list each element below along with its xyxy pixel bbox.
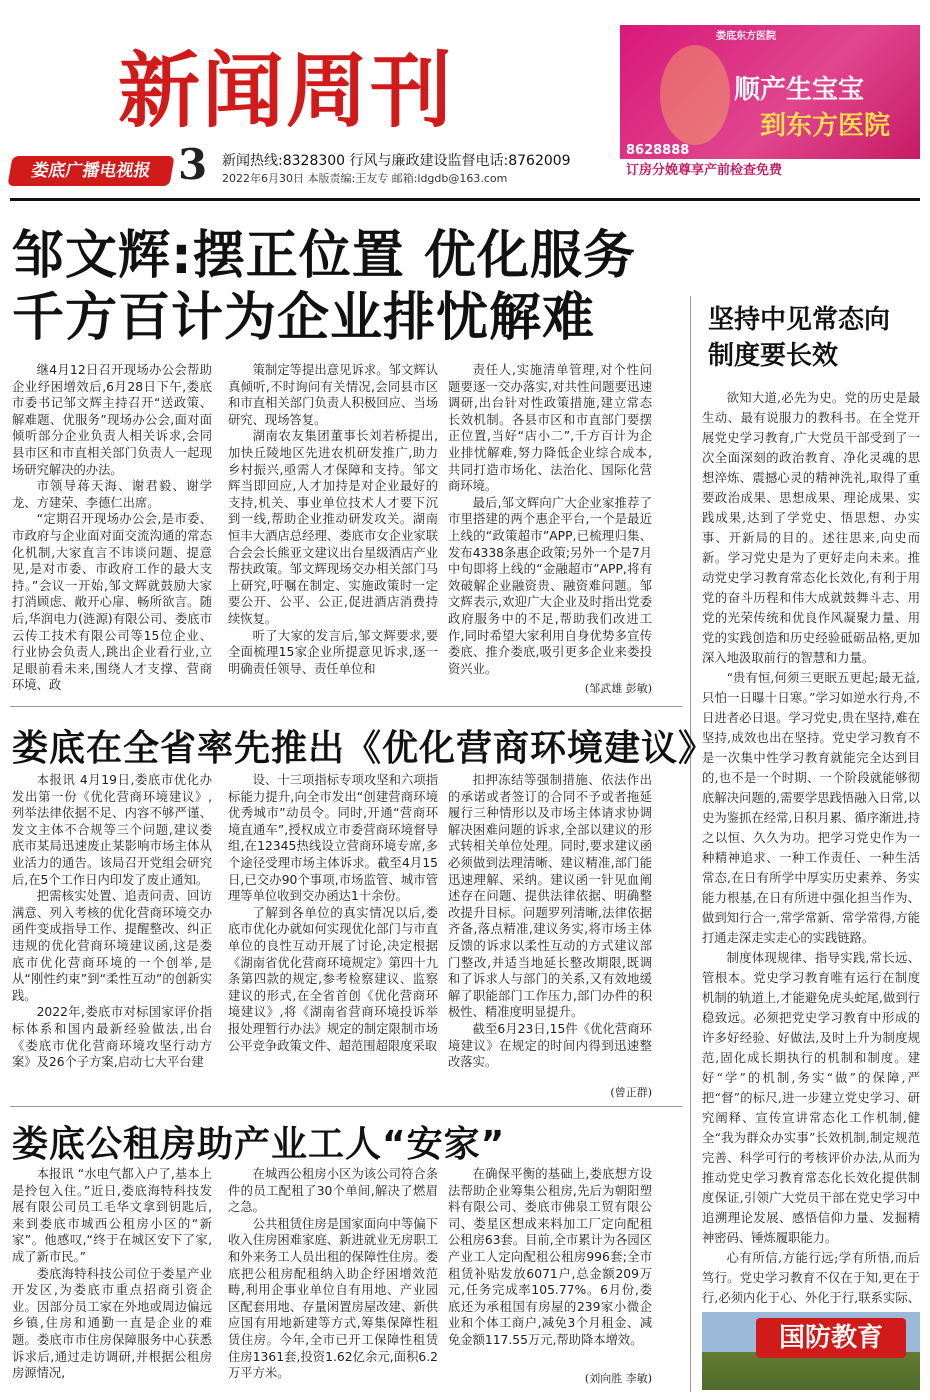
ad-phone: 8628888 xyxy=(626,143,690,158)
paragraph: “贵有恒,何须三更眠五更起;最无益,只怕一日曝十日寒。”学习如逆水行舟,不日进者必日退。学习党史,贵在坚持,难在坚持,成效也出在坚持。党史学习教育不是一次集中性学习教育就能完全达到目的,也不是一个时期、一个阶段就能够彻底解决问题的,需要学思践悟融入日常,以史为鉴抓在经常,日积月累、循序渐进,持之以恒、久久为功。把学习党史作为一种精神追求、一种工作责任、一种生活常态,在日有所学中厚实历史素养、务实能力根基,在日有所进中强化担当作为、做到知行合一,常学常新、常学常得,方能打通走深走实走心的实践链路。 xyxy=(702,671,920,945)
newspaper-brand: 娄底广播电视报 xyxy=(7,156,174,186)
masthead-title: 新闻周刊 xyxy=(118,43,455,139)
article3-headline: 娄底公租房助产业工人“安家” xyxy=(12,1124,506,1165)
paragraph: 在城西公租房小区为该公司符合条件的员工配租了30个单间,解决了燃眉之急。 xyxy=(228,1167,438,1215)
paragraph: 2022年,娄底市对标国家评价指标体系和国内最新经验做法,出台《娄底市优化营商环境攻坚行动方案》及26个子方案,启动七大平台建 xyxy=(12,1005,212,1070)
section-divider xyxy=(10,1106,682,1107)
header-divider xyxy=(10,198,920,201)
section-divider xyxy=(10,706,682,707)
article3-column-1 xyxy=(12,1166,212,1388)
page-number: 3 xyxy=(178,140,208,189)
paragraph: 责任人,实施清单管理,对个性问题要逐一交办落实,对共性问题要迅速调研,出台针对性政策措施,建立常态长效机制。各县市区和市直部门要摆正位置,当好“店小二”,千方百计为企业排忧解难,努力降低企业综合成本,共同打造市场化、法治化、国际化营商环境。 xyxy=(448,363,652,494)
paragraph: 截至6月23日,15件《优化营商环境建议》在规定的时间内得到迅速整改落实。 xyxy=(448,1021,652,1070)
main-headline-line2: 千方百计为企业排忧解难 xyxy=(12,288,596,348)
paragraph: 本报讯 4月19日,娄底市优化办发出第一份《优化营商环境建议》,列举法律依据不足、内容不够严谨、发文主体不合规等三个问题,建议娄底市某局迅速废止某影响市场主体从业活力的通告。该局召开党组会研究后,在5个工作日内印发了废止通知。 xyxy=(12,773,212,887)
main-article-byline: (邹武雄 彭敏) xyxy=(584,682,652,695)
side-article-title: 坚持中见常态向制度要长效 xyxy=(708,305,891,371)
main-article-column-2 xyxy=(228,362,438,698)
paragraph: 扣押冻结等强制措施、依法作出的承诺或者签订的合同不予或者拖延履行三种情形以及市场主体请求协调解决困难问题的诉求,全部以建议的形式转相关单位处理。同时,要求建议函必须做到法理清晰、建议精准,部门能迅速理解、采纳。建议函一针见血阐述存在问题、提供法律依据、明确整改提升目标。问题罗列清晰,法律依据齐备,落点精准,建议务实,将市场主体反馈的诉求以柔性互动的方式建议部门整改,并适当地延长整改期限,既调和了诉求人与部门的关系,又有效地缓解了职能部门工作压力,部门办件的积极性、精准度明显提升。 xyxy=(448,773,652,1020)
paragraph: 最后,邹文辉向广大企业家推荐了市里搭建的两个惠企平台,一个是最近上线的“政策超市”APP,已梳理归集、发布4338条惠企政策;另外一个是7月中旬即将上线的“金融超市”APP,将有效破解企业融资贵、融资难问题。邹文辉表示,欢迎广大企业及时指出党委政府服务中的不足,帮助我们改进工作,同时希望大家利用自身优势多宣传娄底、推介娄底,吸引更多企业来娄投资兴业。 xyxy=(448,495,652,676)
ad-slogan-line1: 顺产生宝宝 xyxy=(734,75,865,105)
article3-byline: (刘向胜 李敏) xyxy=(584,1372,652,1385)
article2-headline: 娄底在全省率先推出《优化营商环境建议》 xyxy=(12,728,716,769)
paragraph: 本报讯 “水电气都入户了,基本上是拎包入住。”近日,娄底海特科技发展有限公司员工毛华文拿到钥匙后,来到娄底市城西公租房小区的“新家”。他感叹,“终于在城区安下了家,成了新市民。” xyxy=(12,1167,212,1264)
ad-decoration xyxy=(660,45,730,145)
paragraph: 继4月12日召开现场办公会帮助企业纾困增效后,6月28日下午,娄底市委书记邹文辉主持召开“送政策、解难题、优服务”现场办公会,面对面倾听部分企业负责人相关诉求,会同县市区和市直相关部门负责人一起现场研究解决的办法。 xyxy=(12,363,212,477)
article2-column-2 xyxy=(228,772,438,1098)
national-defense-badge xyxy=(702,1312,920,1390)
paragraph: 湖南农友集团董事长刘若桥提出,加快丘陵地区先进农机研发推广,助力乡村振兴,亟需人才保障和支持。邹文辉当即回应,人才加持是对企业最好的支持,机关、事业单位技术人才要下沉到一线,帮助企业推动研发攻关。湖南恒丰大酒店总经理、娄底市女企业家联合会会长熊亚文建议出台星级酒店产业帮扶政策。邹文辉现场交办相关部门马上研究,吁嘱在制定、实施政策时一定要公开、公平、公正,促进酒店消费持续恢复。 xyxy=(228,429,438,626)
paragraph: 把需核实处置、追责问责、回访满意、列入考核的优化营商环境交办函件变成指导工作、提醒整改、纠正违规的优化营商环境建议函,这是娄底市优化营商环境的一个创举,是从“刚性约束”到“柔性互动”的创新实践。 xyxy=(12,889,212,1003)
paragraph: 制度体现规律、指导实践,常长远、管根本。党史学习教育唯有运行在制度机制的轨道上,才能避免虎头蛇尾,做到行稳致远。必须把党史学习教育中形成的许多好经验、好做法,及时上升为制度规范,固化成长期执行的机制和制度。建好“学”的机制,务实“做”的保障,严把“督”的标尺,进一步建立党史学习、研究阐释、宣传宣讲常态化工作机制,健全“我为群众办实事”长效机制,制定规范完善、科学可行的考核评价办法,从而为推动党史学习教育常态化长效化提供制度保证,引领广大党员干部在党史学习中追溯理论发展、感悟信仰力量、发掘精神密码、锤炼履职能力。 xyxy=(702,951,920,1245)
paragraph: “定期召开现场办公会,是市委、市政府与企业面对面交流沟通的常态化机制,大家直言不讳谈问题、提意见,是对市委、市政府工作的最大支持。”会议一开始,邹文辉就鼓励大家打消顾虑、敞开心扉、畅所欲言。随后,华润电力(涟源)有限公司、娄底市云传工技术有限公司等15位企业、行业协会负责人,跳出企业看行业,立足眼前看未来,围绕人才支撑、营商环境、政 xyxy=(12,512,212,693)
article2-column-1 xyxy=(12,772,212,1098)
ad-slogan-line2: 到东方医院 xyxy=(760,111,891,141)
column-divider xyxy=(690,296,691,1392)
issue-info: 2022年6月30日 本版责编:王友专 邮箱:ldgdb@163.com xyxy=(222,172,508,185)
ad-bottom-banner: 订房分娩尊享产前检查免费 xyxy=(620,159,920,183)
badge-label: 国防教育 xyxy=(756,1318,906,1358)
side-article-body xyxy=(702,388,920,1308)
paragraph: 策制定等提出意见诉求。邹文辉认真倾听,不时询问有关情况,会同县市区和市直相关部门负责人积极回应、当场研究、现场答复。 xyxy=(228,363,438,427)
ad-hospital-name: 娄底东方医院 xyxy=(716,31,776,42)
paragraph: 设、十三项指标专项攻坚和六项指标能力提升,向全市发出“创建营商环境优秀城市”动员令。同时,开通“营商环境直通车”,授权成立市委营商环境督导组,在12345热线设立营商环境专席,多个途径受理市场主体诉求。截至4月15日,已交办90个事项,市场监管、城市管理等单位收到交办函达1十余份。 xyxy=(228,773,438,904)
article3-column-2 xyxy=(228,1166,438,1388)
paragraph: 公共租赁住房是国家面向中等偏下收入住房困难家庭、新进就业无房职工和外来务工人员出租的保障性住房。娄底把公租房配租纳入助企纾困增效范畴,利用企事业单位自有用地、产业园区配套用地、存量闲置房屋改建、新供应国有用地新建等方式,筹集保障性租赁住房。今年,全市已开工保障性租赁住房1361套,投资1.62亿余元,面积6.2万平方米。 xyxy=(228,1216,438,1381)
article2-byline: (曾正群) xyxy=(610,1086,652,1099)
hospital-advertisement xyxy=(620,25,920,183)
main-article-column-1 xyxy=(12,362,212,698)
article3-column-3 xyxy=(448,1166,652,1366)
paragraph: 心有所信,方能行远;学有所悟,而后笃行。党史学习教育不仅在于知,更在于行,必须内化于心、外化于行,联系实际、 xyxy=(702,1251,920,1305)
main-article-column-3 xyxy=(448,362,652,680)
paragraph: 欲知大道,必先为史。党的历史是最生动、最有说服力的教科书。在全党开展党史学习教育,广大党员干部受到了一次全面深刻的政治教育、净化灵魂的思想淬炼、震撼心灵的精神洗礼,取得了重要政治成果、思想成果、理论成果、实践成果,达到了学党史、悟思想、办实事、开新局的目的。述往思来,向史而新。学习党史是为了更好走向未来。推动党史学习教育常态化长效化,有利于用党的奋斗历程和伟大成就鼓舞斗志、用党的光荣传统和优良作风凝聚力量、用党的实践创造和历史经验砥砺品格,更加深入地汲取前行的智慧和力量。 xyxy=(702,391,920,665)
hotline-info: 新闻热线:8328300 行风与廉政建设监督电话:8762009 xyxy=(222,153,571,169)
paragraph: 娄底海特科技公司位于娄星产业开发区,为娄底市重点招商引资企业。因部分员工家在外地或周边偏远乡镇,住房和通勤一直是企业的难题。娄底市市住房保障服务中心获悉诉求后,通过走访调研,并根据公租房房源情况, xyxy=(12,1266,212,1381)
paragraph: 听了大家的发言后,邹文辉要求,要全面梳理15家企业所提意见诉求,逐一明确责任领导、责任单位和 xyxy=(228,628,438,676)
main-headline-line1: 邹文辉:摆正位置 优化服务 xyxy=(12,226,636,286)
article2-column-3 xyxy=(448,772,652,1082)
paragraph: 市领导蒋天海、谢君毅、谢学龙、方建荣、李德仁出席。 xyxy=(12,479,212,510)
paragraph: 在确保平衡的基础上,娄底想方设法帮助企业筹集公租房,先后为朝阳塑料有限公司、娄底市佛泉工贸有限公司、娄星区想成来料加工厂定向配租公租房63套。目前,全市累计为各园区产业工人定向配租公租房996套;全市租赁补贴发放6071户,总金额209万元,任务完成率105.77%。6月份,娄底还为承租国有房屋的239家小微企业和个体工商户,减免3个月租金、减免金额117.55万元,帮助降本增效。 xyxy=(448,1167,652,1347)
paragraph: 了解到各单位的真实情况以后,娄底市优化办就如何实现优化部门与市直单位的良性互动开展了讨论,决定根据《湖南省优化营商环境规定》第四十九条第四款的规定,参考检察建议、监察建议的形式,在全省首创《优化营商环境建议》,将《湖南省营商环境投诉举报处理暂行办法》规定的制定限制市场公平竞争政策文件、超范围超限度采取 xyxy=(228,905,438,1053)
